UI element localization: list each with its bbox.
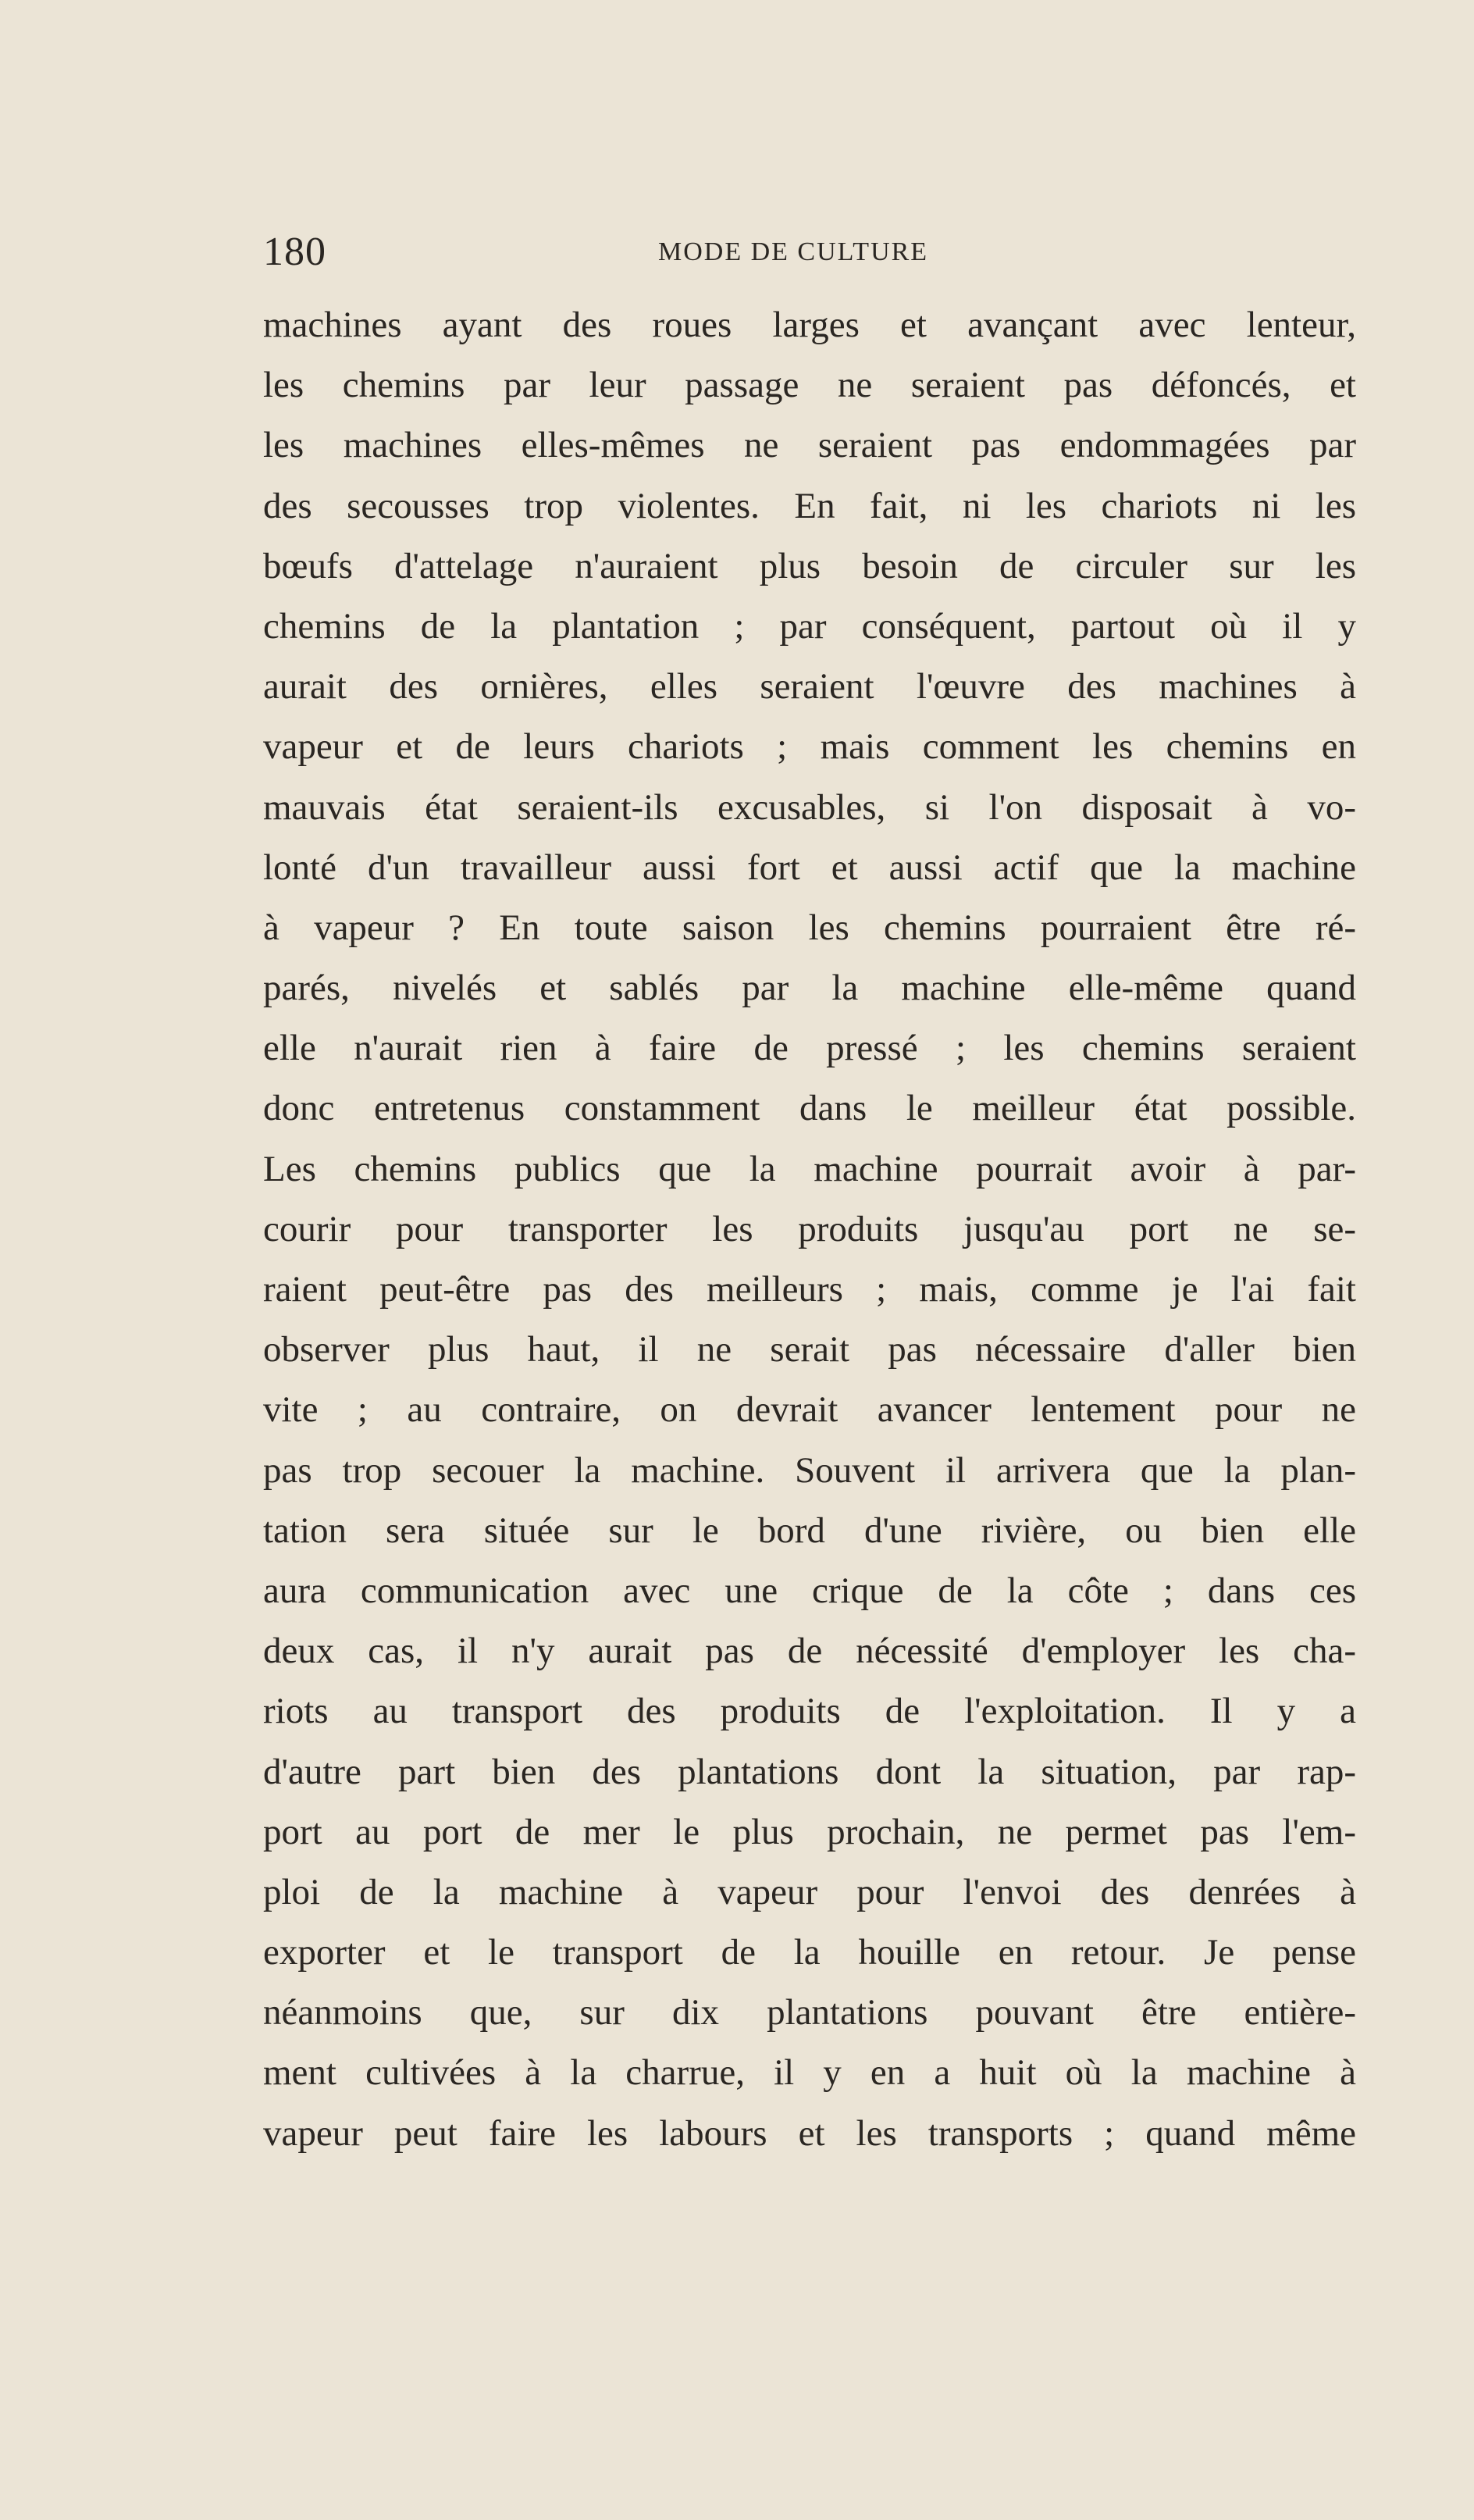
text-line: lonté d'un travailleur aussi fort et aussi actif que la machine (263, 847, 1356, 888)
text-line: observer plus haut, il ne serait pas nécessaire d'aller bien (263, 1329, 1356, 1370)
text-line: elle n'aurait rien à faire de pressé ; les chemins seraient (263, 1028, 1356, 1069)
text-line: parés, nivelés et sablés par la machine elle-même quand (263, 968, 1356, 1009)
text-line: exporter et le transport de la houille en retour. Je pense (263, 1932, 1356, 1973)
text-line: port au port de mer le plus prochain, ne permet pas l'em- (263, 1811, 1356, 1852)
text-line: riots au transport des produits de l'exploitation. Il y a (263, 1691, 1356, 1732)
text-line: ploi de la machine à vapeur pour l'envoi des denrées à (263, 1871, 1356, 1912)
text-line: néanmoins que, sur dix plantations pouvant être entière- (263, 1992, 1356, 2033)
text-line: donc entretenus constamment dans le meilleur état possible. (263, 1088, 1356, 1129)
text-line: raient peut-être pas des meilleurs ; mais, comme je l'ai fait (263, 1269, 1356, 1310)
text-line: d'autre part bien des plantations dont la situation, par rap- (263, 1751, 1356, 1792)
text-line: vite ; au contraire, on devrait avancer lentement pour ne (263, 1389, 1356, 1431)
text-line: chemins de la plantation ; par conséquent, partout où il y (263, 605, 1356, 647)
text-line: bœufs d'attelage n'auraient plus besoin de circuler sur les (263, 545, 1356, 586)
text-line: pas trop secouer la machine. Souvent il arrivera que la plan- (263, 1449, 1356, 1491)
page-number: 180 (263, 230, 326, 274)
text-line: à vapeur ? En toute saison les chemins pourraient être ré- (263, 907, 1356, 948)
text-line: vapeur peut faire les labours et les transports ; quand même (263, 2112, 1356, 2154)
text-line: machines ayant des roues larges et avançant avec lenteur, (263, 305, 1356, 345)
text-line: ment cultivées à la charrue, il y en a huit où la machine à (263, 2052, 1356, 2094)
text-line: courir pour transporter les produits jusqu'au port ne se- (263, 1208, 1356, 1249)
body-text (263, 295, 1356, 2164)
text-line: les chemins par leur passage ne seraient pas défoncés, et (263, 365, 1356, 406)
running-title: MODE DE CULTURE (658, 237, 929, 266)
text-line: tation sera située sur le bord d'une rivière, ou bien elle (263, 1510, 1356, 1551)
text-line: aurait des ornières, elles seraient l'œuvre des machines à (263, 666, 1356, 708)
text-line: les machines elles-mêmes ne seraient pas endommagées par (263, 425, 1356, 466)
text-line: aura communication avec une crique de la côte ; dans ces (263, 1570, 1356, 1611)
text-line: mauvais état seraient-ils excusables, si l'on disposait à vo- (263, 786, 1356, 828)
text-line: vapeur et de leurs chariots ; mais comment les chemins en (263, 726, 1356, 768)
text-line: des secousses trop violentes. En fait, ni les chariots ni les (263, 485, 1356, 526)
text-line: deux cas, il n'y aurait pas de nécessité d'employer les cha- (263, 1631, 1356, 1672)
page-header (263, 225, 1356, 280)
text-line: Les chemins publics que la machine pourrait avoir à par- (263, 1148, 1356, 1189)
